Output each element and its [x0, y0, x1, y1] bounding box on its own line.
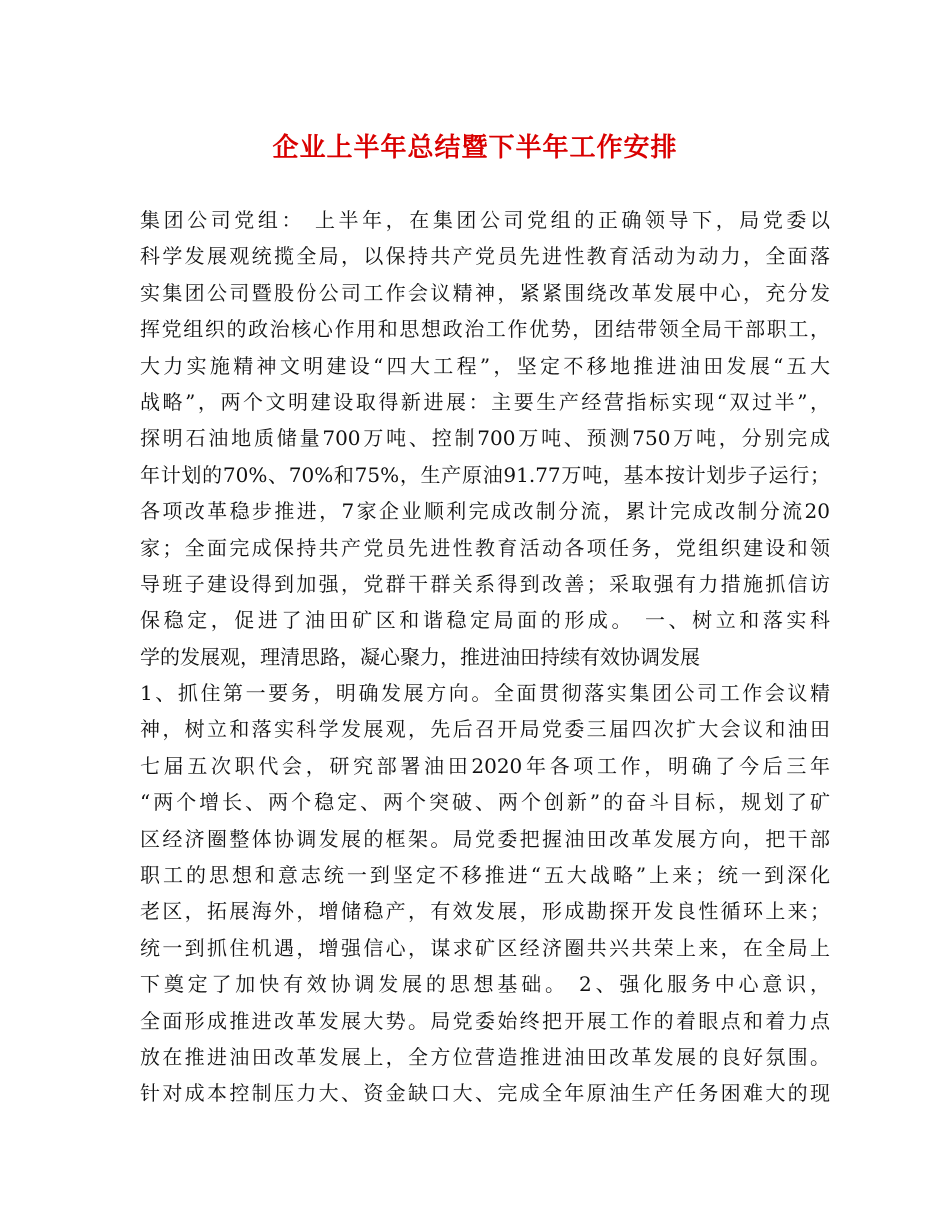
- body-line: 1、抓住第一要务，明确发展方向。全面贯彻落实集团公司工作会议精: [140, 681, 830, 706]
- body-line: 导班子建设得到加强，党群干群关系得到改善；采取强有力措施抓信访: [140, 571, 830, 596]
- body-line: 区经济圈整体协调发展的框架。局党委把握油田改革发展方向，把干部: [140, 826, 830, 851]
- body-line: 挥党组织的政治核心作用和思想政治工作优势，团结带领全局干部职工，: [140, 317, 830, 342]
- body-line: 针对成本控制压力大、资金缺口大、完成全年原油生产任务困难大的现: [140, 1081, 830, 1106]
- body-line: “两个增长、两个稳定、两个突破、两个创新”的奋斗目标，规划了矿: [140, 790, 830, 815]
- body-line: 科学发展观统揽全局，以保持共产党员先进性教育活动为动力，全面落: [140, 244, 830, 269]
- body-line: 年计划的70%、70%和75%，生产原油91.77万吨，基本按计划步子运行；: [140, 462, 830, 487]
- body-line: 老区，拓展海外，增储稳产，有效发展，形成勘探开发良性循环上来；: [140, 899, 830, 924]
- body-line: 全面形成推进改革发展大势。局党委始终把开展工作的着眼点和着力点: [140, 1008, 830, 1033]
- body-line: 学的发展观，理清思路，凝心聚力，推进油田持续有效协调发展: [140, 644, 700, 669]
- body-line: 各项改革稳步推进，7家企业顺利完成改制分流，累计完成改制分流20: [140, 499, 830, 524]
- body-line: 放在推进油田改革发展上，全方位营造推进油田改革发展的良好氛围。: [140, 1044, 830, 1069]
- document-body: [140, 202, 830, 1112]
- body-line: 保稳定，促进了油田矿区和谐稳定局面的形成。 一、树立和落实科: [140, 608, 830, 633]
- body-line: 探明石油地质储量700万吨、控制700万吨、预测750万吨，分别完成: [140, 426, 830, 451]
- body-line: 集团公司党组： 上半年，在集团公司党组的正确领导下，局党委以: [140, 208, 830, 232]
- body-line: 下奠定了加快有效协调发展的思想基础。 2、强化服务中心意识，: [140, 972, 830, 997]
- body-line: 战略”，两个文明建设取得新进展：主要生产经营指标实现“双过半”，: [140, 389, 830, 414]
- body-line: 实集团公司暨股份公司工作会议精神，紧紧围绕改革发展中心，充分发: [140, 280, 830, 305]
- body-line: 家；全面完成保持共产党员先进性教育活动各项任务，党组织建设和领: [140, 535, 830, 560]
- body-line: 职工的思想和意志统一到坚定不移推进“五大战略”上来；统一到深化: [140, 863, 830, 888]
- body-line: 统一到抓住机遇，增强信心，谋求矿区经济圈共兴共荣上来，在全局上: [140, 935, 830, 960]
- document-title: 企业上半年总结暨下半年工作安排: [272, 133, 678, 163]
- body-line: 大力实施精神文明建设“四大工程”，坚定不移地推进油田发展“五大: [140, 353, 830, 378]
- body-line: 神，树立和落实科学发展观，先后召开局党委三届四次扩大会议和油田: [140, 717, 830, 742]
- body-line: 七届五次职代会，研究部署油田2020年各项工作，明确了今后三年: [140, 753, 830, 778]
